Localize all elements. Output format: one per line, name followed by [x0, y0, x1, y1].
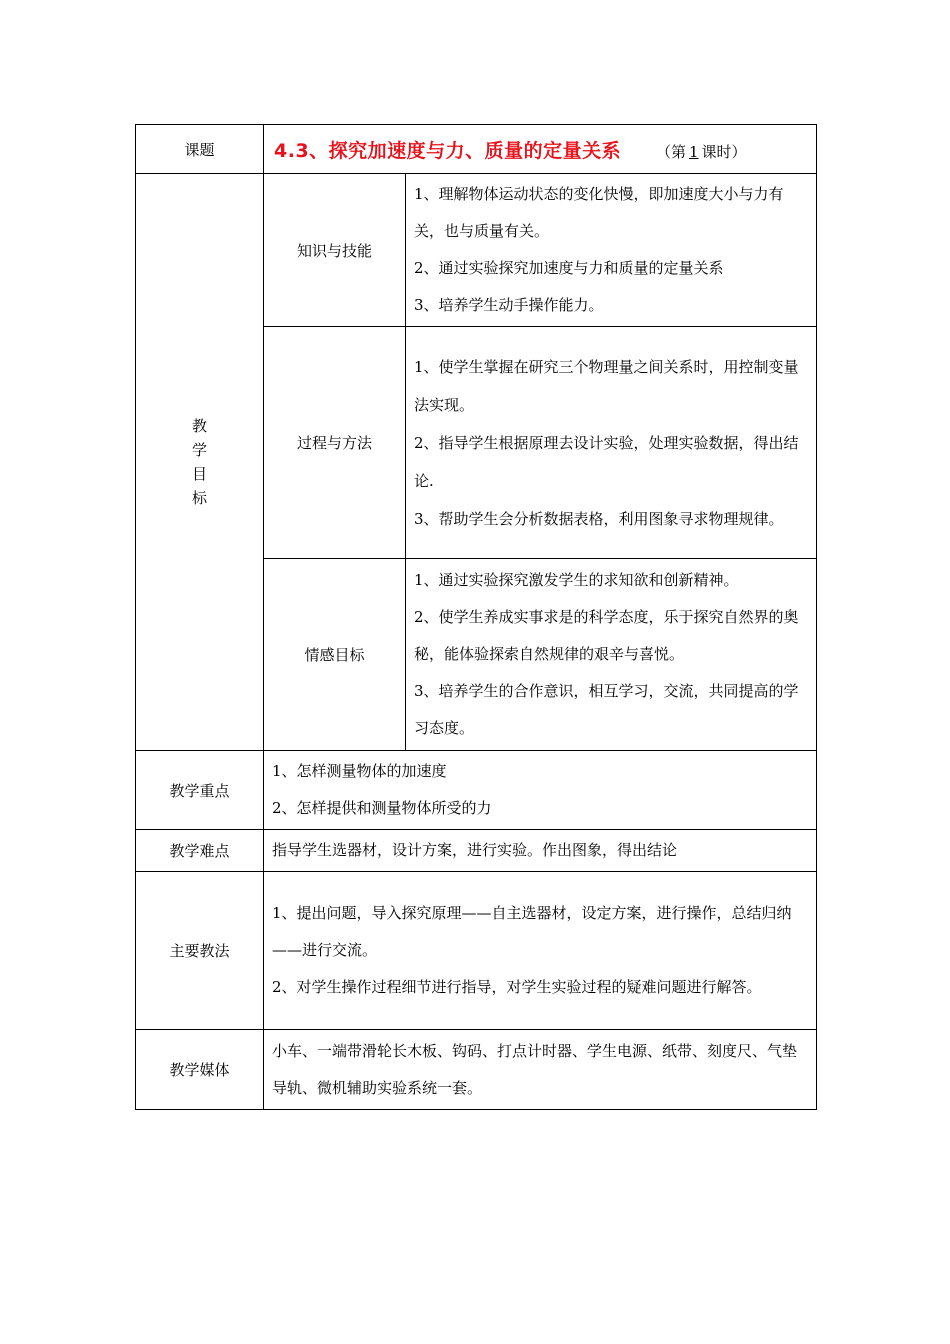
- methods-items: [264, 872, 817, 1030]
- objective-item: 3、培养学生的合作意识，相互学习，交流，共同提高的学习态度。: [414, 682, 799, 737]
- objective-item: 1、理解物体运动状态的变化快慢，即加速度大小与力有关，也与质量有关。: [414, 185, 784, 240]
- objective-item: 3、帮助学生会分析数据表格，利用图象寻求物理规律。: [414, 509, 784, 528]
- period-indicator: [656, 143, 747, 161]
- method-item: 1、提出问题，导入探究原理——自主选器材，设定方案，进行操作，总结归纳——进行交流。: [272, 904, 792, 959]
- period-number: 1: [688, 142, 699, 161]
- objective-item: 2、通过实验探究加速度与力和质量的定量关系: [414, 259, 724, 277]
- difficulties-row: [136, 830, 817, 872]
- title-row: [136, 125, 817, 174]
- objective-item: 2、使学生养成实事求是的科学态度，乐于探究自然界的奥秘，能体验探索自然规律的艰辛与喜悦。: [414, 608, 799, 663]
- teaching-objectives-label: [136, 174, 264, 751]
- objective-section-name: 知识与技能: [264, 174, 406, 327]
- period-suffix: 课时）: [701, 142, 747, 161]
- methods-label: 主要教法: [136, 872, 264, 1030]
- objective-section-name: 情感目标: [264, 559, 406, 751]
- objective-item: 3、培养学生动手操作能力。: [414, 296, 604, 314]
- objective-item: 1、通过实验探究激发学生的求知欲和创新精神。: [414, 571, 739, 589]
- key-points-items: [264, 751, 817, 830]
- difficulties-items: [264, 830, 817, 872]
- media-item: 小车、一端带滑轮长木板、钩码、打点计时器、学生电源、纸带、刻度尺、气垫导轨、微机辅助实验系统一套。: [272, 1041, 798, 1097]
- key-point-item: 1、怎样测量物体的加速度: [272, 762, 447, 780]
- media-row: [136, 1030, 817, 1110]
- key-points-label: 教学重点: [136, 751, 264, 830]
- difficulties-label: 教学难点: [136, 830, 264, 872]
- objective-row-knowledge: [136, 174, 817, 327]
- objective-item: 1、使学生掌握在研究三个物理量之间关系时，用控制变量法实现。: [414, 357, 799, 414]
- objectives-label-char: 目: [191, 465, 207, 483]
- topic-label: 课题: [136, 125, 264, 174]
- period-prefix: （第: [655, 142, 686, 161]
- lesson-plan-table: [135, 124, 817, 1110]
- objective-section-name: 过程与方法: [264, 327, 406, 559]
- objective-section-items: [406, 327, 817, 559]
- objectives-label-char: 学: [191, 441, 207, 459]
- method-item: 2、对学生操作过程细节进行指导，对学生实验过程的疑难问题进行解答。: [272, 978, 762, 996]
- difficulty-item: 指导学生选器材，设计方案，进行实验。作出图象，得出结论: [272, 841, 678, 859]
- key-points-row: [136, 751, 817, 830]
- objective-section-items: [406, 559, 817, 751]
- media-label: 教学媒体: [136, 1030, 264, 1110]
- objectives-label-char: 标: [191, 489, 207, 507]
- lesson-title: 4.3、探究加速度与力、质量的定量关系: [274, 139, 622, 162]
- objectives-label-char: 教: [191, 417, 207, 435]
- methods-row: [136, 872, 817, 1030]
- objective-item: 2、指导学生根据原理去设计实验，处理实验数据，得出结论.: [414, 433, 799, 490]
- objective-section-items: [406, 174, 817, 327]
- media-items: [264, 1030, 817, 1110]
- key-point-item: 2、怎样提供和测量物体所受的力: [272, 799, 492, 817]
- title-cell: [264, 125, 817, 174]
